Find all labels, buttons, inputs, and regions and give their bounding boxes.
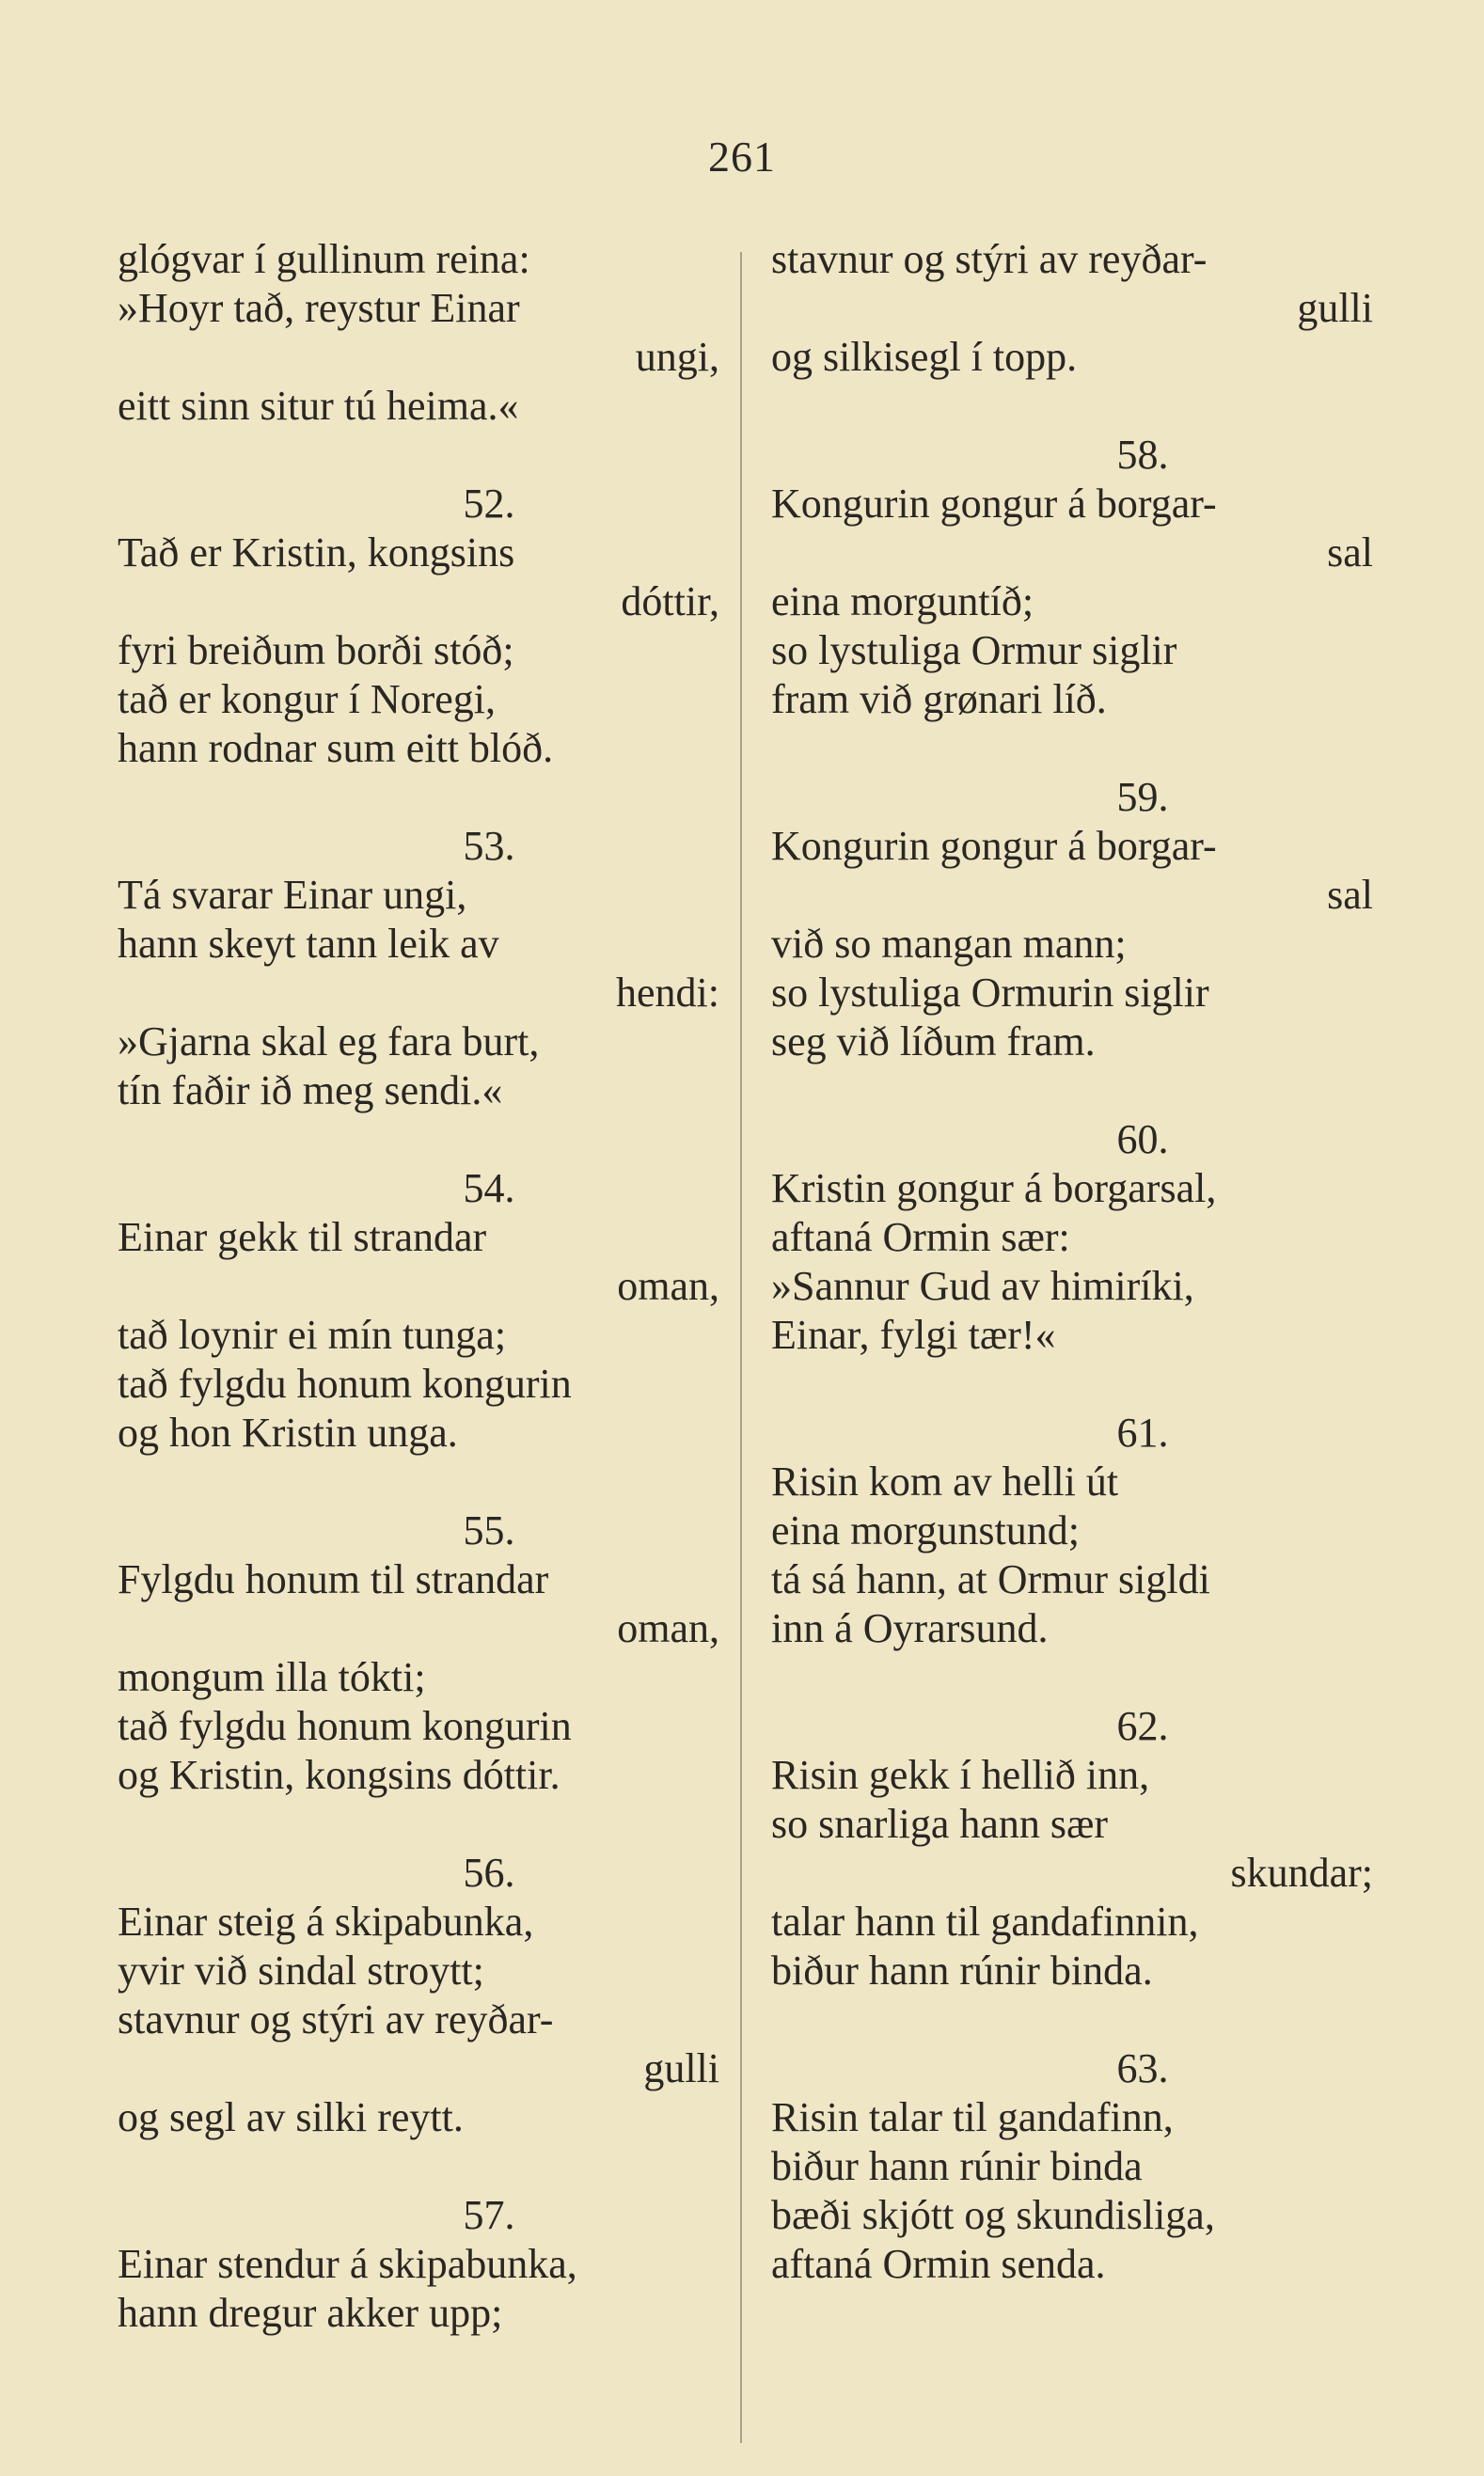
left-column (118, 235, 719, 2387)
verse-line: aftaná Ormin senda. (771, 2241, 1106, 2287)
verse-line: seg við líðum fram. (771, 1018, 1096, 1065)
verse-line: tað fylgdu honum kongurin (118, 1703, 572, 1749)
stanza (118, 235, 719, 431)
verse-line: oman, (617, 1263, 719, 1309)
stanza (771, 1115, 1373, 1360)
verse-line: glógvar í gullinum reina: (118, 236, 530, 282)
stanza (118, 1164, 719, 1458)
verse-line: yvir við sindal stroytt; (118, 1948, 484, 1994)
verse-line: Risin talar til gandafinn, (771, 2094, 1174, 2140)
stanza-number: 57. (463, 2192, 515, 2238)
verse-line: stavnur og stýri av reyðar- (118, 1996, 554, 2042)
verse-line: eitt sinn situr tú heima.« (118, 383, 519, 429)
verse-line: sal (1327, 529, 1373, 576)
verse-line: fyri breiðum borði stóð; (118, 627, 514, 673)
verse-line: Kongurin gongur á borgar- (771, 481, 1217, 527)
stanza (771, 1409, 1373, 1653)
verse-line: eina morguntíð; (771, 578, 1034, 624)
verse-line: hann skeyt tann leik av (118, 921, 499, 967)
verse-line: inn á Oyrarsund. (771, 1605, 1049, 1651)
verse-line: Risin gekk í hellið inn, (771, 1752, 1150, 1798)
verse-line: so lystuliga Ormurin siglir (771, 970, 1209, 1016)
stanza-number: 59. (1116, 774, 1169, 820)
stanza (771, 773, 1373, 1066)
verse-line: eina morgunstund; (771, 1507, 1080, 1553)
verse-line: aftaná Ormin sær: (771, 1214, 1070, 1260)
verse-line: gulli (643, 2045, 719, 2091)
verse-line: hann dregur akker upp; (118, 2290, 503, 2336)
verse-line: hann rodnar sum eitt blóð. (118, 725, 554, 771)
verse-line: Einar, fylgi tær!« (771, 1312, 1056, 1358)
verse-line: tín faðir ið meg sendi.« (118, 1067, 503, 1113)
verse-line: talar hann til gandafinnin, (771, 1899, 1199, 1945)
stanza-number: 60. (1116, 1116, 1169, 1162)
stanza (771, 2044, 1373, 2289)
verse-line: gulli (1297, 285, 1373, 331)
verse-line: og silkisegl í topp. (771, 334, 1078, 380)
stanza-number: 63. (1116, 2045, 1169, 2091)
right-column (771, 235, 1373, 2338)
verse-line: tað loynir ei mín tunga; (118, 1312, 507, 1358)
stanza (118, 1506, 719, 1800)
verse-line: tað er kongur í Noregi, (118, 676, 496, 722)
verse-line: »Sannur Gud av himiríki, (771, 1263, 1194, 1309)
stanza (771, 1702, 1373, 1995)
stanza-number: 56. (463, 1850, 515, 1896)
verse-line: oman, (617, 1605, 719, 1651)
stanza (118, 2191, 719, 2338)
verse-line: Risin kom av helli út (771, 1459, 1119, 1505)
stanza (118, 822, 719, 1115)
stanza (771, 235, 1373, 382)
verse-line: Kristin gongur á borgarsal, (771, 1165, 1217, 1211)
verse-line: »Hoyr tað, reystur Einar (118, 285, 520, 331)
verse-line: biður hann rúnir binda. (771, 1948, 1153, 1994)
verse-line: og hon Kristin unga. (118, 1410, 458, 1456)
verse-line: Einar steig á skipabunka, (118, 1899, 534, 1945)
verse-line: Kongurin gongur á borgar- (771, 823, 1217, 869)
verse-line: Einar gekk til strandar (118, 1214, 487, 1260)
stanza (118, 1849, 719, 2142)
stanza-number: 61. (1116, 1410, 1169, 1456)
stanza (771, 431, 1373, 724)
verse-line: Einar stendur á skipabunka, (118, 2241, 577, 2287)
verse-line: hendi: (616, 970, 719, 1016)
verse-line: Tá svarar Einar ungi, (118, 872, 467, 918)
stanza-number: 53. (463, 823, 515, 869)
verse-line: Tað er Kristin, kongsins (118, 529, 515, 576)
stanza-number: 62. (1116, 1703, 1169, 1749)
verse-line: Fylgdu honum til strandar (118, 1556, 549, 1602)
verse-line: fram við grønari líð. (771, 676, 1107, 722)
verse-line: so lystuliga Ormur siglir (771, 627, 1177, 673)
verse-line: mongum illa tókti; (118, 1654, 426, 1700)
verse-line: ungi, (635, 334, 719, 380)
stanza-number: 58. (1116, 432, 1169, 478)
stanza-number: 55. (463, 1507, 515, 1553)
verse-line: og Kristin, kongsins dóttir. (118, 1752, 560, 1798)
column-divider (740, 252, 742, 2443)
verse-line: »Gjarna skal eg fara burt, (118, 1018, 540, 1065)
verse-line: tað fylgdu honum kongurin (118, 1361, 572, 1407)
stanza (118, 480, 719, 773)
verse-line: sal (1327, 872, 1373, 918)
verse-line: bæði skjótt og skundisliga, (771, 2192, 1215, 2238)
verse-line: stavnur og stýri av reyðar- (771, 236, 1208, 282)
verse-line: skundar; (1230, 1850, 1373, 1896)
stanza-number: 52. (463, 481, 515, 527)
stanza-number: 54. (463, 1165, 515, 1211)
verse-line: dóttir, (621, 578, 719, 624)
verse-line: tá sá hann, at Ormur sigldi (771, 1556, 1210, 1602)
page-number: 261 (708, 133, 776, 181)
verse-line: við so mangan mann; (771, 921, 1127, 967)
verse-line: biður hann rúnir binda (771, 2143, 1143, 2189)
verse-line: so snarliga hann sær (771, 1801, 1109, 1847)
verse-line: og segl av silki reytt. (118, 2094, 464, 2140)
